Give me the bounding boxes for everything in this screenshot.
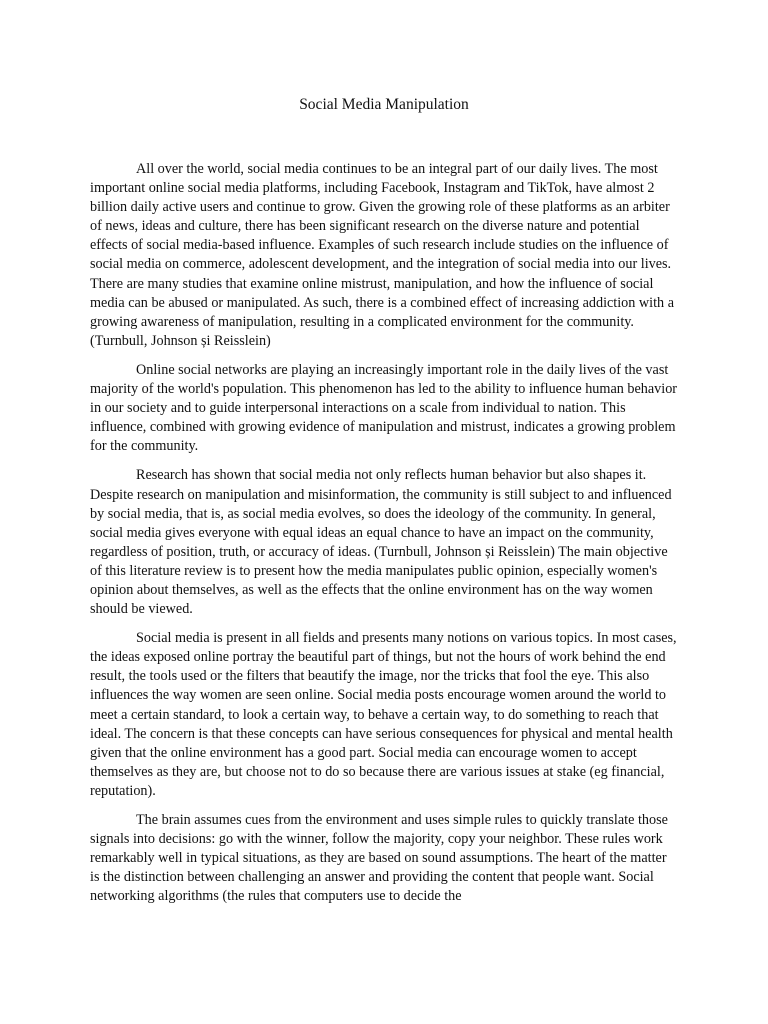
- document-title: Social Media Manipulation: [299, 96, 469, 113]
- paragraph-4: Social media is present in all fields and presents many notions on various topics. In most cases, the ideas exposed online portray the beautiful part of things, but not the hours of work behind the end result, the tools used or the filters that beautify the image, nor the tricks that fool the eye. This also influences the way women are seen online. Social media posts encourage women around the world to meet a certain standard, to look a certain way, to behave a certain way, to do something to reach that ideal. The concern is that these concepts can have serious consequences for physical and mental health given that the online environment has a good part. Social media can encourage women to accept themselves as they are, but choose not to do so because there are various issues at stake (eg financial, reputation).: [90, 630, 677, 799]
- document-body: [90, 160, 678, 906]
- paragraph-2: Online social networks are playing an increasingly important role in the daily lives of the vast majority of the world's population. This phenomenon has led to the ability to influence human behavior in our society and to guide interpersonal interactions on a scale from individual to nation. This influence, combined with growing evidence of manipulation and mistrust, indicates a growing problem for the community.: [90, 361, 678, 455]
- paragraph-1: All over the world, social media continues to be an integral part of our daily lives. The most important online social media platforms, including Facebook, Instagram and TikTok, have almost 2 billion daily active users and continue to grow. Given the growing role of these platforms as an arbiter of news, ideas and culture, there has been significant research on the diverse nature and potential effects of social media-based influence. Examples of such research include studies on the influence of social media on commerce, adolescent development, and the integration of social media into our lives. There are many studies that examine online mistrust, manipulation, and how the influence of social media can be abused or manipulated. As such, there is a combined effect of increasing addiction with a growing awareness of manipulation, resulting in a complicated environment for the community. (Turnbull, Johnson și Reisslein): [90, 161, 674, 349]
- paragraph-5: The brain assumes cues from the environment and uses simple rules to quickly translate those signals into decisions: go with the winner, follow the majority, copy your neighbor. These rules work remarkably well in typical situations, as they are based on sound assumptions. The heart of the matter is the distinction between challenging an answer and providing the content that people want. Social networking algorithms (the rules that computers use to decide the: [90, 812, 668, 905]
- paragraph-3: Research has shown that social media not only reflects human behavior but also shapes it. Despite research on manipulation and misinformation, the community is still subject to and influenced by social media, that is, as social media evolves, so does the ideology of the community. In general, social media gives everyone with equal ideas an equal chance to have an impact on the community, regardless of position, truth, or accuracy of ideas. (Turnbull, Johnson și Reisslein) The main objective of this literature review is to present how the media manipulates public opinion, especially women's opinion about themselves, as well as the effects that the online environment has on the way women should be viewed.: [90, 467, 672, 618]
